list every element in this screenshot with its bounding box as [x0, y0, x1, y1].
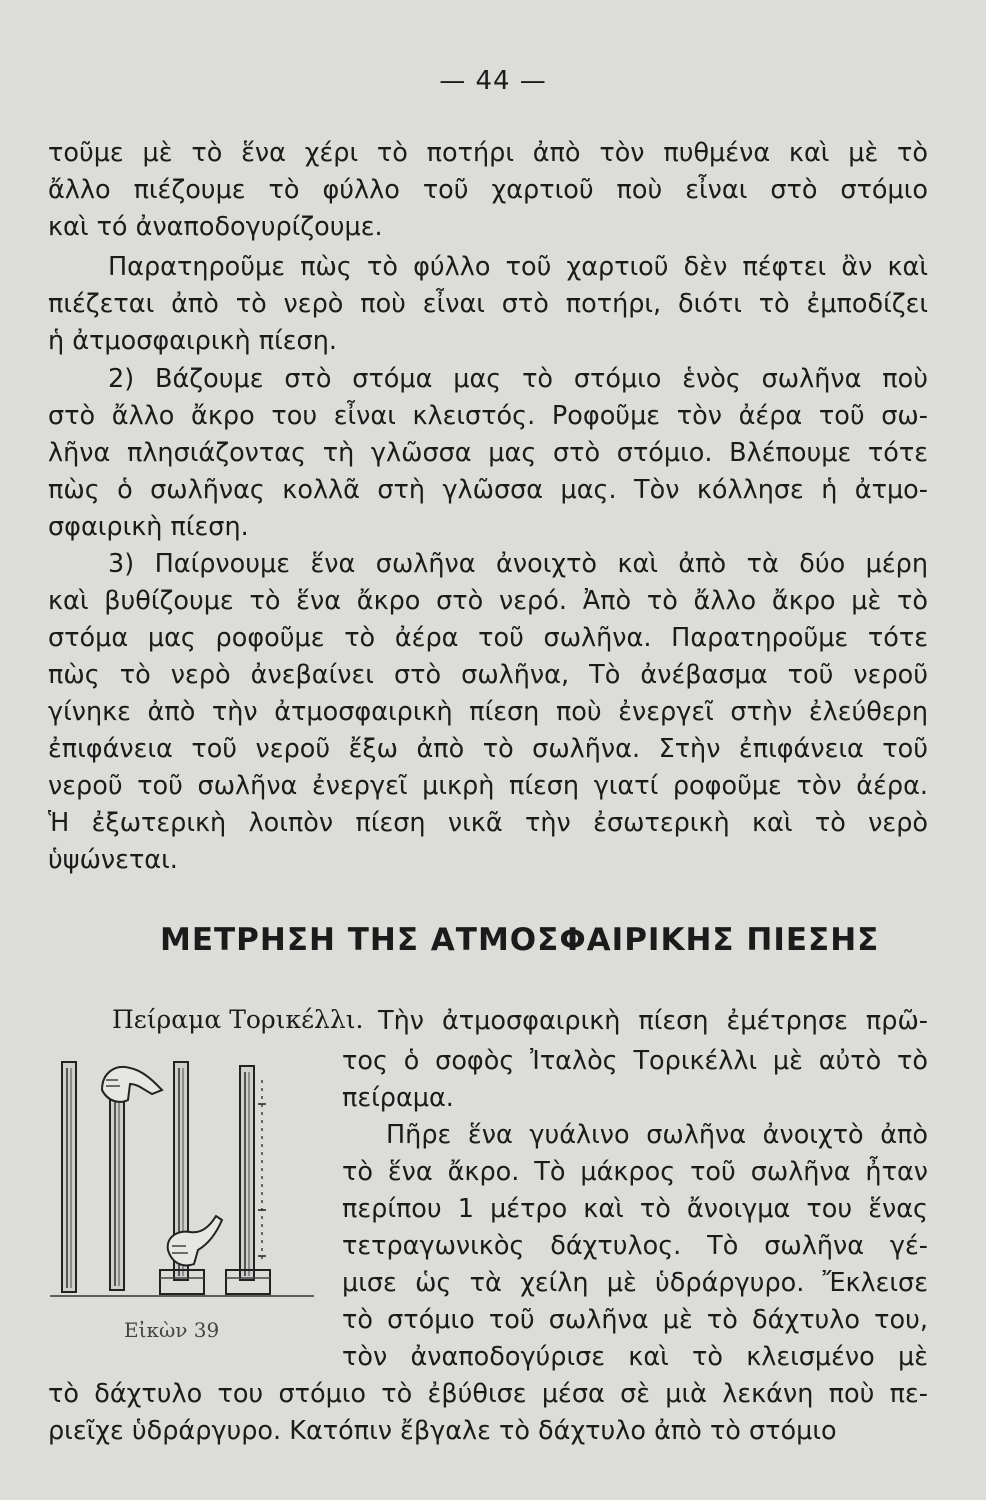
text-line: μισε ὡς τὰ χείλη μὲ ὑδράργυρο. Ἔκλεισε [342, 1268, 928, 1298]
torricelli-illustration [44, 1050, 324, 1300]
text-line: πὼς τὸ νερὸ ἀνεβαίνει στὸ σωλῆνα, Τὸ ἀνέβασμα τοῦ νεροῦ [48, 660, 928, 690]
text-line: στὸ ἄλλο ἄκρο του εἶναι κλειστός. Ροφοῦμε τὸν ἀέρα τοῦ σω- [48, 401, 928, 431]
text-line: τὸν ἀναποδογύρισε καὶ τὸ κλεισμένο μὲ [342, 1342, 928, 1372]
experiment-lead: Τὴν ἀτμοσφαιρικὴ πίεση ἐμέτρησε πρῶ- [378, 1006, 928, 1036]
text-line: τος ὁ σοφὸς Ἰταλὸς Τορικέλλι μὲ αὐτὸ τὸ [342, 1046, 928, 1076]
text-line: νεροῦ τοῦ σωλῆνα ἐνεργεῖ μικρὴ πίεση γιατί ροφοῦμε τὸν ἀέρα. [48, 771, 928, 801]
text-line: ἄλλο πιέζουμε τὸ φύλλο τοῦ χαρτιοῦ ποὺ εἶναι στὸ στόμιο [48, 175, 928, 205]
tube-1 [62, 1062, 76, 1292]
text-line: πείραμα. [342, 1083, 454, 1113]
section-heading: ΜΕΤΡΗΣΗ ΤΗΣ ΑΤΜΟΣΦΑΙΡΙΚΗΣ ΠΙΕΣΗΣ [160, 922, 880, 958]
text-line: τετραγωνικὸς δάχτυλος. Τὸ σωλῆνα γέ- [342, 1231, 928, 1261]
page-number: — 44 — [439, 66, 547, 96]
text-line: Παρατηροῦμε πὼς τὸ φύλλο τοῦ χαρτιοῦ δὲν πέφτει ἂν καὶ [108, 252, 928, 282]
text-line: 2) Βάζουμε στὸ στόμα μας τὸ στόμιο ἑνὸς σωλῆνα ποὺ [108, 364, 928, 394]
text-line: πιέζεται ἀπὸ τὸ νερὸ ποὺ εἶναι στὸ ποτήρι, διότι τὸ ἐμποδίζει [48, 289, 928, 319]
text-line: λῆνα πλησιάζοντας τὴ γλῶσσα μας στὸ στόμιο. Βλέπουμε τότε [48, 438, 928, 468]
tube-2 [102, 1067, 162, 1290]
text-line: τοῦμε μὲ τὸ ἕνα χέρι τὸ ποτήρι ἀπὸ τὸν πυθμένα καὶ μὲ τὸ [48, 138, 928, 168]
torricelli-figure [44, 1050, 324, 1300]
text-line: Πῆρε ἕνα γυάλινο σωλῆνα ἀνοιχτὸ ἀπὸ [386, 1120, 928, 1150]
text-line: καὶ τό ἀναποδογυρίζουμε. [48, 212, 383, 242]
tube-3 [160, 1062, 222, 1294]
text-line: 3) Παίρνουμε ἕνα σωλῆνα ἀνοιχτὸ καὶ ἀπὸ τὰ δύο μέρη [108, 549, 928, 579]
tube-4 [226, 1066, 270, 1294]
text-line: σφαιρικὴ πίεση. [48, 512, 249, 542]
text-line: ὑψώνεται. [48, 845, 178, 875]
text-line: τὸ ἕνα ἄκρο. Τὸ μάκρος τοῦ σωλῆνα ἦταν [342, 1157, 928, 1187]
text-line: τὸ δάχτυλο του στόμιο τὸ ἐβύθισε μέσα σὲ μιὰ λεκάνη ποὺ πε- [48, 1379, 928, 1409]
text-line: ριεῖχε ὑδράργυρο. Κατόπιν ἔβγαλε τὸ δάχτυλο ἀπὸ τὸ στόμιο [48, 1416, 837, 1446]
text-line: τὸ στόμιο τοῦ σωλῆνα μὲ τὸ δάχτυλο του, [342, 1305, 928, 1335]
text-line: ἐπιφάνεια τοῦ νεροῦ ἔξω ἀπὸ τὸ σωλῆνα. Στὴν ἐπιφάνεια τοῦ [48, 734, 928, 764]
text-line: στόμα μας ροφοῦμε τὸ ἀέρα τοῦ σωλῆνα. Παρατηροῦμε τότε [48, 623, 928, 653]
text-line: καὶ βυθίζουμε τὸ ἕνα ἄκρο στὸ νερό. Ἀπὸ τὸ ἄλλο ἄκρο μὲ τὸ [48, 586, 928, 616]
text-line: πὼς ὁ σωλῆνας κολλᾶ στὴ γλῶσσα μας. Τὸν κόλλησε ἡ ἀτμο- [48, 475, 928, 505]
text-line: γίνηκε ἀπὸ τὴν ἀτμοσφαιρικὴ πίεση ποὺ ἐνεργεῖ στὴν ἐλεύθερη [48, 697, 928, 727]
figure-caption: Εἰκὼν 39 [124, 1318, 220, 1342]
text-line: περίπου 1 μέτρο καὶ τὸ ἄνοιγμα του ἕνας [342, 1194, 928, 1224]
text-line: Ἡ ἐξωτερικὴ λοιπὸν πίεση νικᾶ τὴν ἐσωτερικὴ καὶ τὸ νερὸ [48, 808, 928, 838]
experiment-label: Πείραμα Τορικέλλι. [112, 1005, 364, 1034]
text-line: ἡ ἀτμοσφαιρικὴ πίεση. [48, 326, 337, 356]
